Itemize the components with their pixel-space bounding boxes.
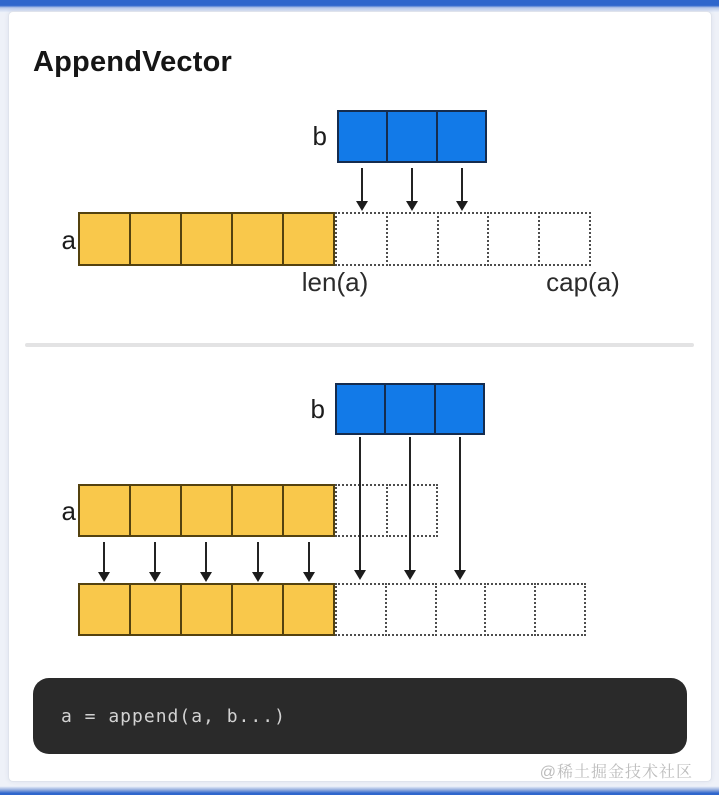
result-array-cell xyxy=(180,583,233,636)
down-arrow xyxy=(308,542,310,572)
a-array-cell xyxy=(231,484,284,537)
empty-capacity-cell xyxy=(385,583,437,636)
b-array-cell xyxy=(386,110,437,163)
code-text: a = append(a, b...) xyxy=(61,705,286,727)
top-a-array xyxy=(78,212,335,266)
bottom-a-array xyxy=(78,484,335,537)
result-capacity-array xyxy=(335,583,586,636)
down-arrow xyxy=(409,437,411,570)
a-array-cell xyxy=(231,212,284,266)
b-array-cell xyxy=(436,110,487,163)
a-array-cell xyxy=(78,484,131,537)
top-b-array xyxy=(337,110,487,163)
bottom-a-label: a xyxy=(61,496,76,526)
down-arrow xyxy=(459,437,461,570)
empty-capacity-cell xyxy=(538,212,591,266)
down-arrow xyxy=(205,542,207,572)
result-array xyxy=(78,583,335,636)
down-arrow xyxy=(154,542,156,572)
bottom-b-array xyxy=(335,383,485,435)
bottom-b-label: b xyxy=(310,394,325,424)
empty-capacity-cell xyxy=(484,583,536,636)
a-array-cell xyxy=(78,212,131,266)
down-arrow xyxy=(461,168,463,201)
top-b-arrows xyxy=(337,168,487,201)
top-b-label: b xyxy=(312,121,327,151)
a-array-cell xyxy=(129,212,182,266)
len-a-label: len(a) xyxy=(301,267,369,297)
top-a-label: a xyxy=(61,225,76,255)
empty-capacity-cell xyxy=(335,212,388,266)
down-arrow xyxy=(359,437,361,570)
empty-capacity-cell xyxy=(487,212,540,266)
result-array-cell xyxy=(129,583,182,636)
b-array-cell xyxy=(434,383,485,435)
a-array-cell xyxy=(282,484,335,537)
b-array-cell xyxy=(335,383,386,435)
a-array-cell xyxy=(180,484,233,537)
a-array-cell xyxy=(282,212,335,266)
code-block xyxy=(33,678,687,754)
empty-capacity-cell xyxy=(437,212,490,266)
b-array-cell xyxy=(337,110,388,163)
frame-bottom-bar xyxy=(0,786,719,795)
a-array-cell xyxy=(129,484,182,537)
page-title: AppendVector xyxy=(33,46,232,78)
section-divider xyxy=(25,343,694,347)
empty-capacity-cell xyxy=(335,583,387,636)
empty-capacity-cell xyxy=(435,583,487,636)
empty-capacity-cell xyxy=(534,583,586,636)
a-array-cell xyxy=(180,212,233,266)
down-arrow xyxy=(411,168,413,201)
top-capacity-array xyxy=(335,212,591,266)
result-array-cell xyxy=(282,583,335,636)
result-array-cell xyxy=(78,583,131,636)
cap-a-label: cap(a) xyxy=(546,267,620,297)
empty-capacity-cell xyxy=(386,212,439,266)
b-array-cell xyxy=(384,383,435,435)
bottom-b-long-arrows xyxy=(335,437,485,570)
result-array-cell xyxy=(231,583,284,636)
bottom-a-arrows xyxy=(78,542,335,572)
down-arrow xyxy=(103,542,105,572)
watermark: @稀土掘金技术社区 xyxy=(539,764,693,781)
down-arrow xyxy=(361,168,363,201)
down-arrow xyxy=(257,542,259,572)
